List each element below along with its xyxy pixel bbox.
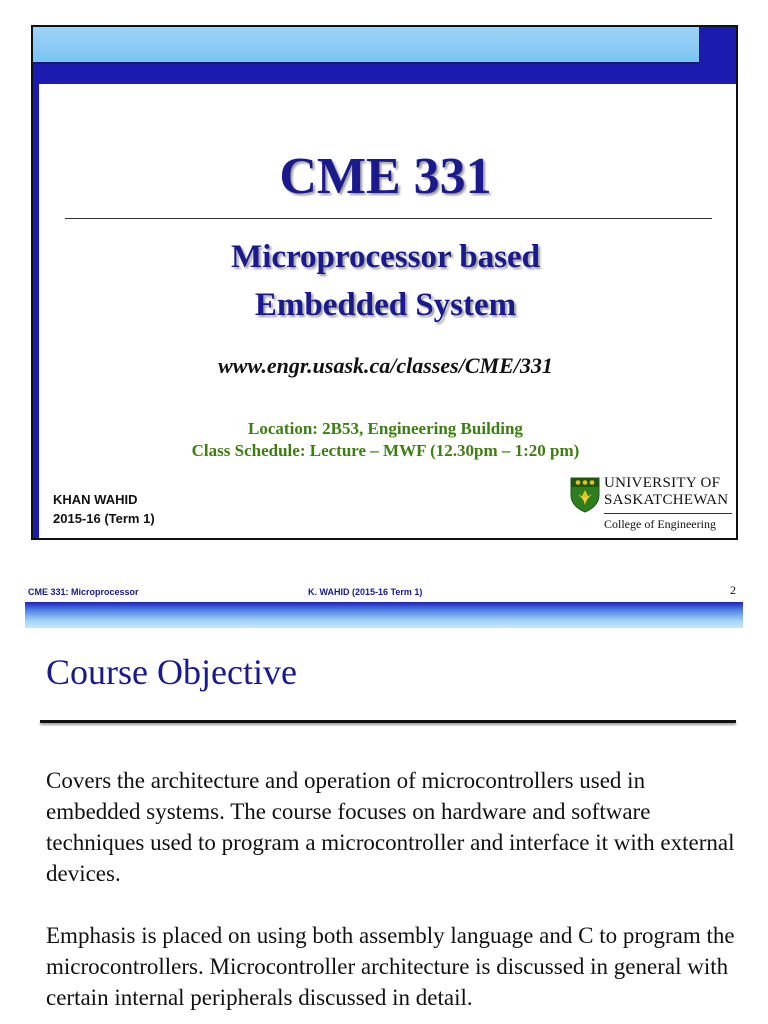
course-subtitle-line2: Embedded System	[254, 287, 517, 323]
slide-header	[28, 583, 742, 603]
course-subtitle-line1: Microprocessor based	[231, 239, 540, 275]
title-divider	[65, 218, 712, 219]
objective-paragraph-2: Emphasis is placed on using both assembly language and C to program the microcontrollers. Microcontroller architecture is discussed in general with certain internal peripherals discussed in detail.	[46, 923, 735, 1010]
course-code-title: CME 331	[279, 148, 492, 205]
header-course-name: CME 331: Microprocessor	[28, 587, 139, 597]
title-underline	[40, 720, 736, 723]
slide-title: Course Objective	[46, 652, 297, 692]
page-number: 2	[730, 583, 736, 597]
logo-divider	[604, 513, 732, 514]
college-name: College of Engineering	[604, 517, 716, 531]
university-logo	[570, 475, 735, 535]
class-location: Location: 2B53, Engineering Building	[248, 419, 523, 438]
slide-top-band	[33, 27, 699, 64]
slide-accent-bar	[33, 64, 699, 84]
header-instructor: K. WAHID (2015-16 Term 1)	[308, 587, 423, 597]
title-slide	[31, 25, 738, 540]
slide-corner-block	[699, 27, 738, 84]
class-schedule: Class Schedule: Lecture – MWF (12.30pm – 1:20 pm)	[191, 441, 580, 460]
course-term: 2015-16 (Term 1)	[53, 511, 155, 526]
slide-header-band	[25, 602, 743, 628]
university-name-line1: UNIVERSITY OF	[604, 475, 721, 491]
objective-paragraph-1: Covers the architecture and operation of microcontrollers used in embedded systems. The course focuses on hardware and software techniques used to program a microcontroller and interface it with external devices.	[46, 768, 735, 886]
course-url: www.engr.usask.ca/classes/CME/331	[218, 353, 553, 378]
author-name: KHAN WAHID	[53, 492, 138, 507]
university-crest-icon	[570, 477, 600, 513]
university-name-line2: SASKATCHEWAN	[604, 492, 729, 508]
